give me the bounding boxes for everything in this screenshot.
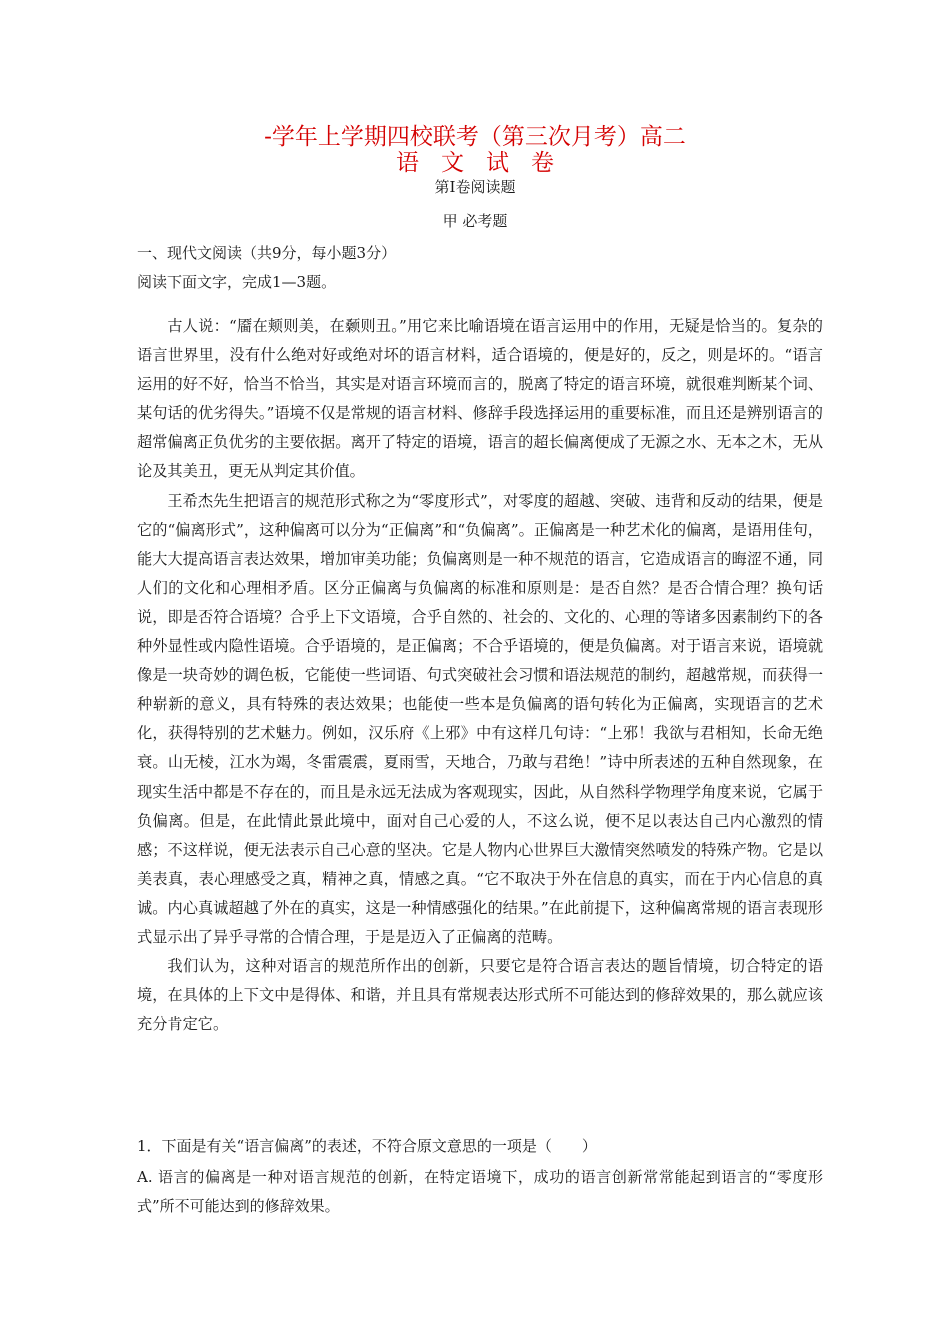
question-1-option-a: A. 语言的偏离是一种对语言规范的创新，在特定语境下，成功的语言创新常常能起到语言的“零度形式”所不可能达到的修辞效果。 — [137, 1168, 823, 1215]
exam-title: -学年上学期四校联考（第三次月考）高二 — [264, 124, 686, 150]
passage-paragraph: 王希杰先生把语言的规范形式称之为“零度形式”，对零度的超越、突破、违背和反动的结果，便是它的“偏离形式”，这种偏离可以分为“正偏离”和“负偏离”。正偏离是一种艺术化的偏离，是语用佳句，能大大提高语言表达效果，增加审美功能；负偏离则是一种不规范的语言，它造成语言的晦涩不通，同人们的文化和心理相矛盾。区分正偏离与负偏离的标准和原则是：是否自然？是否合情合理？换句话说，即是否符合语境？合乎上下文语境，合乎自然的、社会的、文化的、心理的等诸多因素制约下的各种外显性或内隐性语境。合乎语境的，是正偏离；不合乎语境的，便是负偏离。对于语言来说，语境就像是一块奇妙的调色板，它能使一些词语、句式突破社会习惯和语法规范的制约，超越常规，而获得一种崭新的意义，具有特殊的表达效果；也能使一些本是负偏离的语句转化为正偏离，实现语言的艺术化，获得特别的艺术魅力。例如，汉乐府《上邪》中有这样几句诗：“上邪！我欲与君相知，长命无绝衰。山无棱，江水为竭，冬雷震震，夏雨雪，天地合，乃敢与君绝！”诗中所表述的五种自然现象，在现实生活中都是不存在的，而且是永远无法成为客观现实，因此，从自然科学物理学角度来说，它属于负偏离。但是，在此情此景此境中，面对自己心爱的人，不这么说，便不足以表达自己内心激烈的情感；不这样说，便无法表示自己心意的坚决。它是人物内心世界巨大激情突然喷发的特殊产物。它是以美表真，表心理感受之真，精神之真，情感之真。“它不取决于外在信息的真实，而在于内心信息的真诚。内心真诚超越了外在的真实，这是一种情感强化的结果。”在此前提下，这种偏离常规的语言表现形式显示出了异乎寻常的合情合理，于是是迈入了正偏离的范畴。 — [137, 491, 823, 946]
reading-passage — [137, 312, 823, 1039]
passage-paragraph: 我们认为，这种对语言的规范所作出的创新，只要它是符合语言表达的题旨情境，切合特定的语境，在具体的上下文中是得体、和谐，并且具有常规表达形式所不可能达到的修辞效果的，那么就应该充分肯定它。 — [137, 957, 823, 1034]
question-1-stem: 1．下面是有关“语言偏离”的表述，不符合原文意思的一项是（ ） — [137, 1137, 597, 1155]
section-heading: 一、现代文阅读（共9分，每小题3分） — [137, 244, 397, 262]
subject-title: 语文试卷 — [396, 150, 576, 176]
part-title: 甲 必考题 — [442, 212, 508, 230]
passage-paragraph: 古人说：“靥在颊则美，在颡则丑。”用它来比喻语境在语言运用中的作用，无疑是恰当的。复杂的语言世界里，没有什么绝对好或绝对坏的语言材料，适合语境的，便是好的，反之，则是坏的。“语言运用的好不好，恰当不恰当，其实是对语言环境而言的，脱离了特定的语言环境，就很难判断某个词、某句话的优劣得失。”语境不仅是常规的语言材料、修辞手段选择运用的重要标准，而且还是辨别语言的超常偏离正负优劣的主要依据。离开了特定的语境，语言的超长偏离便成了无源之水、无本之木，无从论及其美丑，更无从判定其价值。 — [137, 317, 823, 481]
volume-title: 第Ⅰ卷阅读题 — [434, 178, 516, 196]
section-instruction: 阅读下面文字，完成1—3题。 — [137, 273, 337, 291]
